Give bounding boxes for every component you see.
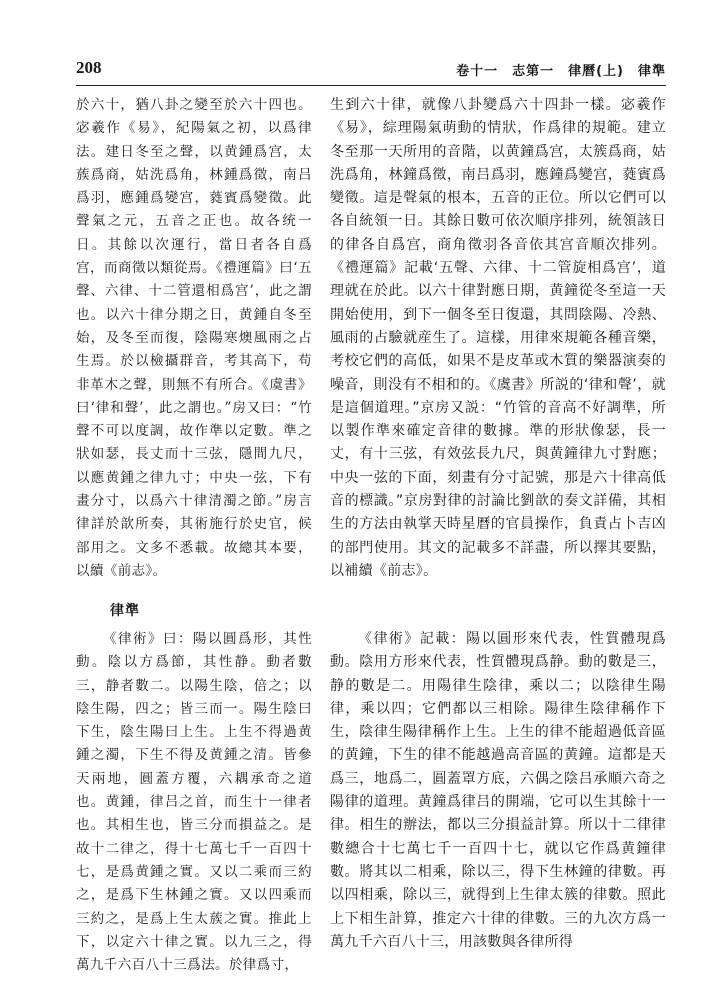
page-header xyxy=(76,58,666,84)
translation-column-2 xyxy=(330,628,666,954)
running-head: 卷十一 志第一 律曆(上) 律準 xyxy=(456,64,666,79)
section-title: 律準 xyxy=(110,603,140,619)
classical-paragraph-2: 《律術》曰：陽以圓爲形，其性動。陰以方爲節，其性静。動者數三，静者數二。以陽生陰，倍之；以陰生陽，四之；皆三而一。陽生陰曰下生，陰生陽曰上生。上生不得過黄鍾之濁，下生不得及黄鍾之清。皆參天兩地，圓蓋方覆，六耦承奇之道也。黄鍾，律吕之首，而生十一律者也。其相生也，皆三分而損益之。是故十二律之，得十七萬七千一百四十七，是爲黄鍾之實。又以二乘而三約之，是爲下生林鍾之實。又以四乘而三約之，是爲上生太蔟之實。推此上下，以定六十律之實。以九三之，得萬九千六百八十三爲法。於律爲寸， xyxy=(76,631,312,974)
classical-text-column-2 xyxy=(76,628,312,977)
header-rule xyxy=(76,85,666,86)
translation-column xyxy=(330,94,666,583)
page-number: 208 xyxy=(76,58,102,77)
translation-paragraph-1: 生到六十律，就像八卦變爲六十四卦一樣。宓羲作《易》，綜理陽氣萌動的情狀，作爲律的規範。建立冬至那一天所用的音階，以黄鐘爲宫，太簇爲商，姑洗爲角，林鐘爲徵，南吕爲羽，應鐘爲變宫，蕤賓爲變徵。這是聲氣的根本，五音的正位。所以它們可以各自統領一日。其餘日數可依次順序排列，統領該日的律各自爲宫，商角徵羽各音依其宫音順次排列。《禮運篇》記載‘五聲、六律、十二管旋相爲宫’，道理就在於此。以六十律對應日期，黄鐘從冬至這一天開始使用，到下一個冬至日復還，其問陰陽、冷熱、風雨的占驗就産生了。這樣，用律來規範各種音樂，考校它們的高低，如果不是皮革或木質的樂器演奏的噪音，則没有不相和的。《虞書》所説的‘律和聲’，就是這個道理。”京房又説：“竹管的音高不好調準，所以製作準來確定音律的數據。準的形狀像瑟，長一丈，有十三弦，有效弦長九尺，與黄鐘律九寸對應；中央一弦的下面，刻畫有分寸記號，那是六十律高低音的標識。”京房對律的討論比劉歆的奏文詳備，其相生的方法由執掌天時星曆的官員操作，負責占卜吉凶的部門使用。其文的記載多不詳盡，所以擇其要點，以補續《前志》。 xyxy=(330,97,666,579)
classical-text-column xyxy=(76,94,312,583)
translation-paragraph-2: 《律術》記載：陽以圓形來代表，性質體現爲動。陰用方形來代表，性質體現爲静。動的數是三，静的數是二。用陽律生陰律，乘以二；以陰律生陽律，乘以四；它們都以三相除。陽律生陰律稱作下生，陰律生陽律稱作上生。上生的律不能超過低音區的黄鐘，下生的律不能越過高音區的黄鐘。這都是天爲三，地爲二，圓蓋罩方底，六偶之陰吕承順六奇之陽律的道理。黄鐘爲律吕的開端，它可以生其餘十一律。相生的辦法，都以三分損益計算。所以十二律律數總合十七萬七千一百四十七，就以它作爲黄鐘律數。將其以二相乘，除以三，得下生林鐘的律數。再以四相乘，除以三，就得到上生律太簇的律數。照此上下相生計算，推定六十律的律數。三的九次方爲一萬九千六百八十三，用該數與各律所得 xyxy=(330,631,666,950)
classical-paragraph-1: 於六十，猶八卦之變至於六十四也。宓羲作《易》，紀陽氣之初，以爲律法。建日冬至之聲，以黄鍾爲宫，太蔟爲商，姑洗爲角，林鍾爲徵，南吕爲羽，應鍾爲變宫，蕤賓爲變徵。此聲氣之元，五音之正也。故各统一日。其餘以次運行，當日者各自爲宫，而商徵以類從焉。《禮運篇》曰‘五聲、六律、十二管還相爲宫’，此之謂也。以六十律分期之日，黄鍾自冬至始，及冬至而復，陰陽寒燠風雨之占生焉。於以檢攝群音，考其高下，苟非革木之聲，則無不有所合。《虞書》曰‘律和聲’，此之謂也。”房又曰：“竹聲不可以度調，故作準以定數。準之狀如瑟，長丈而十三弦，隱間九尺，以應黄鍾之律九寸；中央一弦，下有畫分寸，以爲六十律清濁之節。”房言律詳於歆所奏，其術施行於史官，候部用之。文多不悉載。故總其本要，以續《前志》。 xyxy=(76,97,312,579)
